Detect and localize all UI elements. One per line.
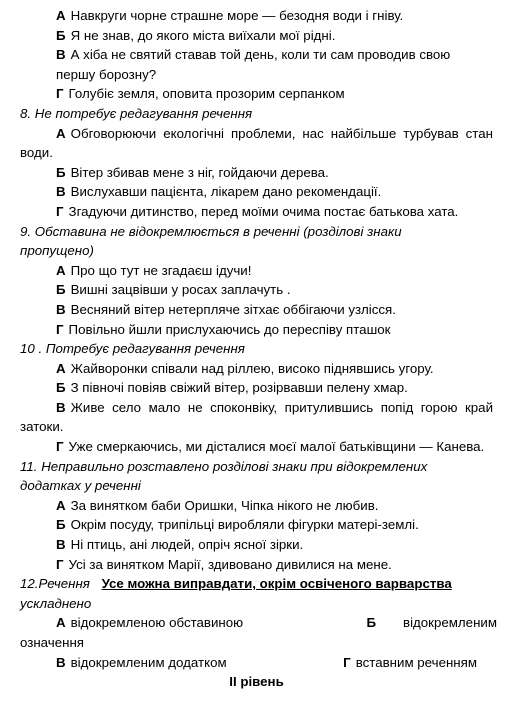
q12-option-b-wrap: означення bbox=[20, 635, 84, 650]
q11-option-b: Б Окрім посуду, трипільці виробляли фігурки матері-землі. bbox=[56, 517, 419, 533]
q11-option-c: В Ні птиць, ані людей, опріч ясної зірки. bbox=[56, 537, 304, 553]
q10-option-b: Б З півночі повіяв свіжий вітер, розірвавши пелену хмар. bbox=[56, 380, 408, 396]
q9-option-d: Г Повільно йшли прислухаючись до переспіву пташок bbox=[56, 321, 391, 337]
q11-option-d: Г Усі за винятком Марії, здивовано дивилися на мене. bbox=[56, 556, 392, 572]
q10-option-a: А Жайворонки співали над ріллею, високо піднявшись угору. bbox=[56, 360, 434, 376]
q7-option-d: Г Голубіє земля, оповита прозорим серпанком bbox=[56, 86, 345, 102]
q7-option-c: В А хіба не святий ставав той день, коли ти сам проводив свою першу борозну? bbox=[56, 47, 451, 82]
q12-sentence: Усе можна виправдати, окрім освіченого варварства bbox=[101, 576, 452, 592]
q10-option-d: Г Уже смеркаючись, ми дісталися моєї малої батьківщини — Канева. bbox=[56, 439, 485, 455]
q12-option-a: А відокремленою обставиною bbox=[56, 615, 244, 631]
q9-option-a: А Про що тут не згадаєш ідучи! bbox=[56, 262, 252, 278]
q12-option-b: Б bbox=[366, 615, 376, 631]
q12-option-c: В відокремленим додатком bbox=[56, 654, 227, 670]
q8-option-c: В Вислухавши пацієнта, лікарем дано рекомендації. bbox=[56, 184, 382, 200]
q7-option-a: А Навкруги чорне страшне море — безодня води і гніву. bbox=[56, 8, 404, 23]
q12-options-row-2 bbox=[20, 653, 493, 673]
q12-title: 12.Речення Усе можна виправдати, окрім освіченого варварства bbox=[20, 576, 452, 592]
q11-title-cont: додатках у реченні bbox=[20, 478, 141, 494]
level-heading: ІІ рівень bbox=[229, 674, 284, 690]
q11-title: 11. Неправильно розставлено розділові знаки при відокремлених bbox=[20, 458, 428, 474]
q12-option-b-text-head: відокремленим bbox=[403, 615, 497, 631]
q8-title: 8. Не потребує редагування речення bbox=[20, 105, 253, 121]
q9-option-b: Б Вишні зацвівши у росах заплачуть . bbox=[56, 282, 291, 298]
q10-option-c: В Живе село мало не споконвіку, притулившись попід горою край затоки. bbox=[20, 399, 493, 435]
q9-title-cont: пропущено) bbox=[20, 243, 94, 259]
q8-option-d: Г Згадуючи дитинство, перед моїми очима постає батькова хата. bbox=[56, 203, 459, 219]
q12-title-cont: ускладнено bbox=[20, 595, 92, 611]
q9-title: 9. Обставина не відокремлюється в реченні (розділові знаки bbox=[20, 223, 402, 239]
q11-option-a: А За винятком баби Оришки, Чіпка нікого не любив. bbox=[56, 497, 379, 513]
q10-title: 10 . Потребує редагування речення bbox=[20, 341, 245, 357]
q7-option-b: Б Я не знав, до якого міста виїхали мої рідні. bbox=[56, 27, 336, 43]
q8-option-b: Б Вітер збивав мене з ніг, гойдаючи дерева. bbox=[56, 164, 329, 180]
q8-option-a: А Обговорюючи екологічні проблеми, нас найбільше турбував стан води. bbox=[20, 125, 493, 161]
q12-option-d: Г вставним реченням bbox=[343, 654, 477, 670]
q9-option-c: В Весняний вітер нетерпляче зітхає оббігаючи узлісся. bbox=[56, 301, 396, 317]
